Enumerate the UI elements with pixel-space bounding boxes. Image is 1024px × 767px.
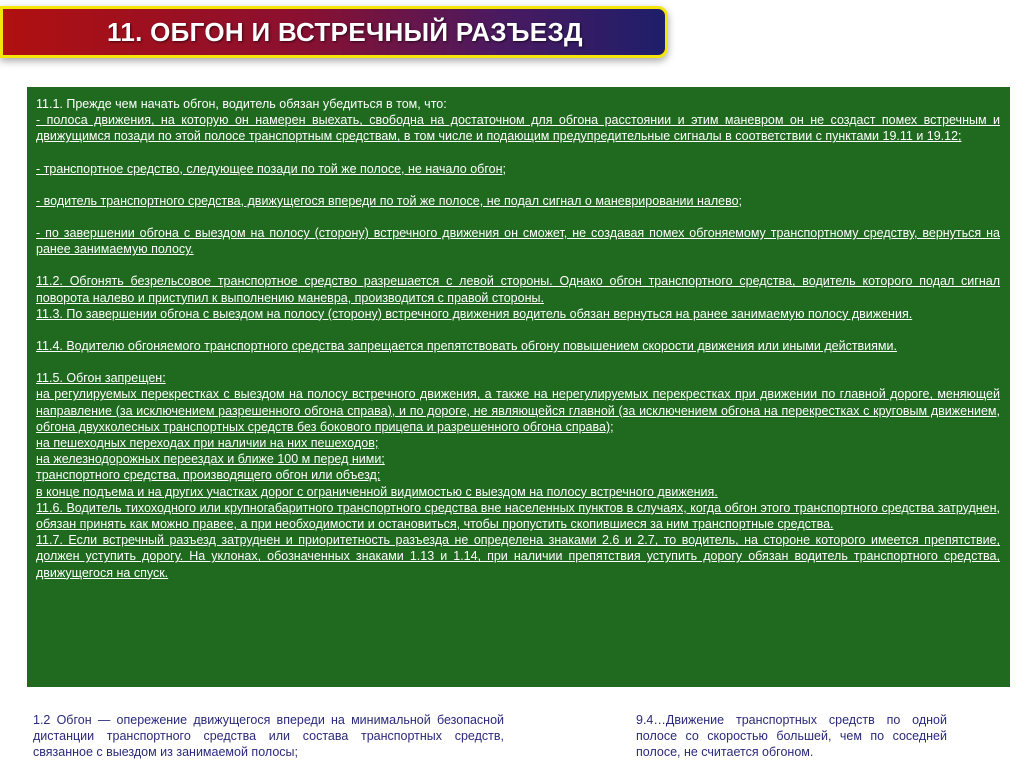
rule-11-1-item-2: - транспортное средство, следующее позади по той же полосе, не начало обгон;: [36, 161, 506, 176]
page-title: 11. ОБГОН И ВСТРЕЧНЫЙ РАЗЪЕЗД: [107, 17, 583, 47]
rule-11-5-item-3: на железнодорожных переездах и ближе 100 м перед ними;: [36, 452, 385, 467]
rule-11-3: 11.3. По завершении обгона с выездом на полосу (сторону) встречного движения водитель обязан вернуться на ранее занимаемую полосу движения.: [36, 306, 913, 321]
rule-11-7: 11.7. Если встречный разъезд затруднен и приоритетность разъезда не определена знаками 2.6 и 2.7, то водитель, на стороне которого имеется препятствие, должен уступить дорогу. На уклонах, обозначенных знаками 1.13 и 1.14, при наличии препятствия уступить дорогу обязан водитель транспортного средства, движущегося на спуск.: [36, 533, 1000, 580]
title-banner: [0, 6, 668, 58]
rule-11-5-intro: 11.5. Обгон запрещен:: [36, 371, 166, 386]
rule-11-6: 11.6. Водитель тихоходного или крупногабаритного транспортного средства вне населенных пунктов в случаях, когда обгон этого транспортного средства затруднен, обязан принять как можно правее, а при необходимости и остановиться, чтобы пропустить скопившиеся за ним транспортные средства.: [36, 500, 1000, 532]
rule-11-1-item-1: - полоса движения, на которую он намерен выехать, свободна на достаточном для обгона расстоянии и этим маневром он не создаст помех встречным и движущимся позади по этой полосе транспортным средствам, в том числе и подающим предупредительные сигналы в соответствии с пунктами 19.11 и 19.12;: [36, 113, 1000, 144]
footnote-lane-speed: 9.4…Движение транспортных средств по одной полосе со скоростью большей, чем по соседней полосе, не считается обгоном.: [636, 713, 947, 759]
rule-11-2: 11.2. Обгонять безрельсовое транспортное средство разрешается с левой стороны. Однако обгон транспортного средства, водитель которого подал сигнал поворота налево и приступил к выполнению маневра, производится с правой стороны.: [36, 274, 1000, 305]
rule-11-5-item-2: на пешеходных переходах при наличии на них пешеходов;: [36, 436, 379, 451]
rule-11-1-item-3: - водитель транспортного средства, движущегося впереди по той же полосе, не подал сигнал о маневрировании налево;: [36, 193, 743, 208]
rule-11-5-item-4: транспортного средства, производящего обгон или объезд;: [36, 468, 381, 483]
rule-11-1-intro: 11.1. Прежде чем начать обгон, водитель обязан убедиться в том, что:: [36, 97, 447, 111]
rule-11-5-item-5: в конце подъема и на других участках дорог с ограниченной видимостью с выездом на полосу встречного движения.: [36, 484, 718, 499]
rules-text-box: [27, 87, 1010, 687]
rule-11-1-item-4: - по завершении обгона с выездом на полосу (сторону) встречного движения он сможет, не создавая помех обгоняемому транспортному средству, вернуться на ранее занимаемую полосу.: [36, 226, 1000, 257]
footnote-overtaking-definition: 1.2 Обгон — опережение движущегося впереди на минимальной безопасной дистанции транспортного средства или состава транспортных средств, связанное с выездом из занимаемой полосы;: [33, 713, 504, 759]
rule-11-5-item-1: на регулируемых перекрестках с выездом на полосу встречного движения, а также на нерегулируемых перекрестках при движении по главной дороге, меняющей направление (за исключением разрешенного обгона справа), и по дороге, не являющейся главной (за исключением обгона на перекрестках с круговым движением, обгона двухколесных транспортных средств без бокового прицепа и разрешенного обгона справа);: [36, 387, 1000, 434]
rule-11-4: 11.4. Водителю обгоняемого транспортного средства запрещается препятствовать обгону повышением скорости движения или иными действиями.: [36, 339, 897, 354]
